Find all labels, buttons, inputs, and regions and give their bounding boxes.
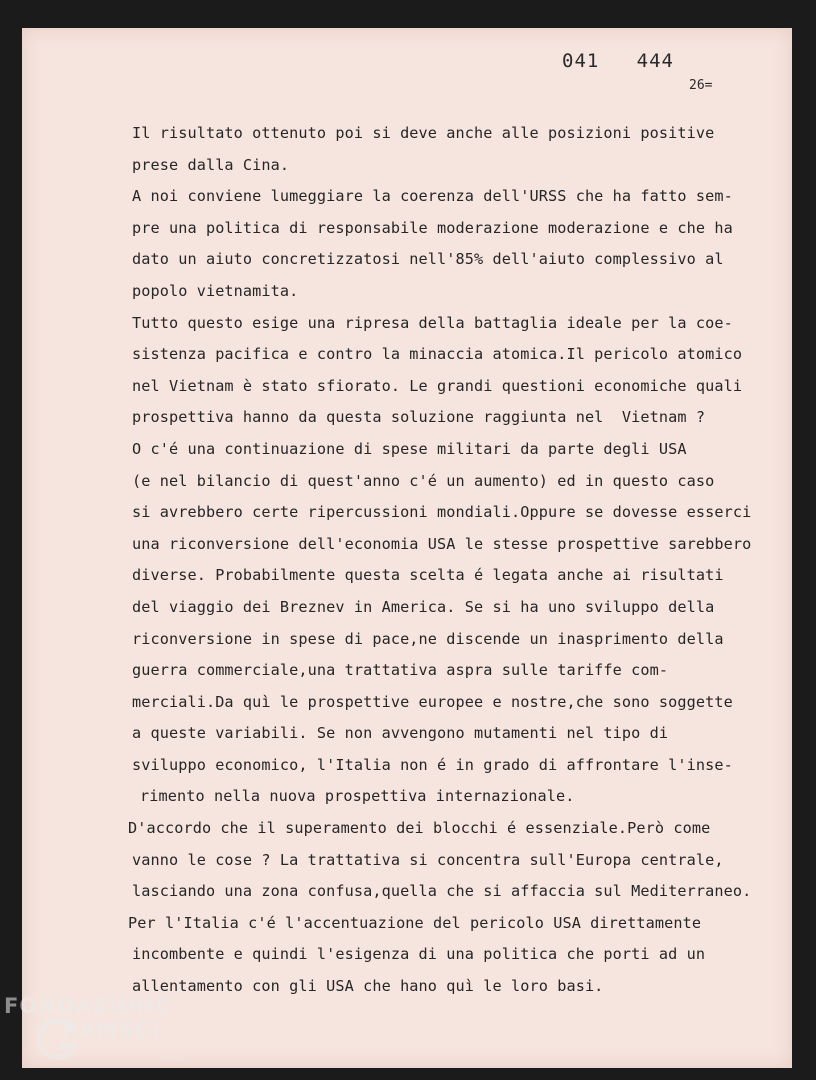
text-line-17: riconversione in spese di pace,ne discende un inasprimento della (132, 629, 724, 648)
text-line-5: dato un aiuto concretizzatosi nell'85% dell'aiuto complessivo al (132, 250, 724, 269)
text-line-9: nel Vietnam è stato sfiorato. Le grandi questioni economiche quali (132, 376, 743, 395)
text-line-2: prese dalla Cina. (132, 155, 290, 174)
text-line-18: guerra commerciale,una trattativa aspra sulle tariffe com- (132, 661, 669, 680)
text-line-7: Tutto questo esige una ripresa della battaglia ideale per la coe- (132, 313, 733, 332)
text-line-12: (e nel bilancio di quest'anno c'é un aumento) ed in questo caso (132, 471, 715, 490)
document-page (22, 28, 792, 1068)
archive-number: 041 444 (562, 50, 674, 72)
watermark-line-2: RAMSCI (62, 1018, 160, 1042)
text-line-4: pre una politica di responsabile moderazione moderazione e che ha (132, 218, 733, 237)
text-line-20: a queste variabili. Se non avvengono mutamenti nel tipo di (132, 724, 669, 743)
text-line-23: D'accordo che il superamento dei blocchi é essenziale.Però come (128, 819, 711, 838)
watermark-line-1: FONDAZIONE (4, 994, 171, 1018)
text-line-25: lasciando una zona confusa,quella che si affaccia sul Mediterraneo. (132, 882, 752, 901)
typewritten-text (128, 118, 772, 1003)
text-line-14: una riconversione dell'economia USA le stesse prospettive sarebbero (132, 534, 752, 553)
fondazione-gramsci-watermark (4, 990, 204, 1075)
text-line-6: popolo vietnamita. (132, 281, 299, 300)
text-line-21: sviluppo economico, l'Italia non é in grado di affrontare l'inse- (132, 755, 733, 774)
text-line-8: sistenza pacifica e contro la minaccia atomica.Il pericolo atomico (132, 345, 743, 364)
text-line-26: Per l'Italia c'é l'accentuazione del pericolo USA direttamente (128, 913, 702, 932)
text-line-24: vanno le cose ? La trattativa si concentra sull'Europa centrale, (132, 850, 724, 869)
watermark-onlus: onlus (164, 1054, 183, 1062)
text-line-19: merciali.Da quì le prospettive europee e nostre,che sono soggette (132, 692, 733, 711)
text-line-10: prospettiva hanno da questa soluzione raggiunta nel Vietnam ? (132, 408, 706, 427)
text-line-27: incombente e quindi l'esigenza di una politica che porti ad un (132, 945, 706, 964)
text-line-16: del viaggio dei Breznev in America. Se si ha uno sviluppo della (132, 597, 715, 616)
text-line-3: A noi conviene lumeggiare la coerenza dell'URSS che ha fatto sem- (132, 187, 733, 206)
text-line-15: diverse. Probabilmente questa scelta é legata anche ai risultati (132, 566, 724, 585)
text-line-11: O c'é una continuazione di spese militari da parte degli USA (132, 439, 687, 458)
page-number: 26= (689, 78, 713, 93)
text-line-28: allentamento con gli USA che hano quì le loro basi. (132, 977, 604, 996)
text-line-22: rimento nella nuova prospettiva internazionale. (140, 787, 575, 806)
text-line-13: si avrebbero certe ripercussioni mondiali.Oppure se dovesse esserci (132, 503, 752, 522)
text-line-1: Il risultato ottenuto poi si deve anche alle posizioni positive (132, 124, 715, 142)
